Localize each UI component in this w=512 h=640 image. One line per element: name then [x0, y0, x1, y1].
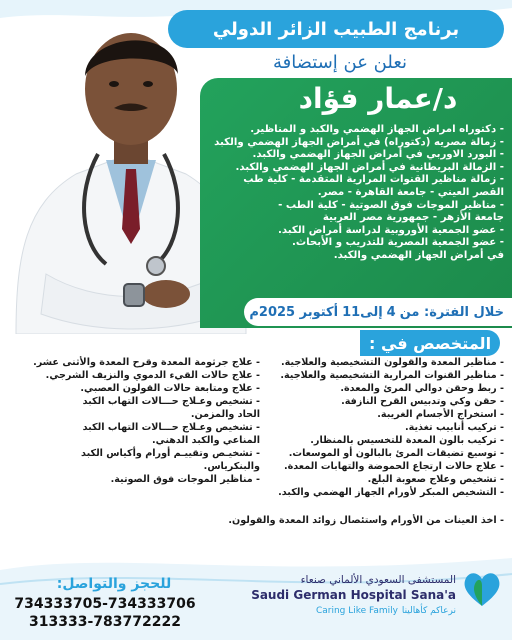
credential-item: - مناظير الموجات فوق الصوتية - كلية الطب -: [278, 199, 504, 211]
period-to: إلى11: [342, 304, 383, 320]
period-month-year: أكتوبر 2025م: [249, 304, 339, 320]
service-item: - تشخيص وعلاج صعوبة البلع.: [367, 474, 504, 485]
service-item: - مناظير الموجات فوق الصوتية.: [110, 474, 260, 485]
credentials-list: [200, 124, 504, 263]
service-item: - علاج حالات ارتجاع الحموضة والتهابات المعدة.: [283, 461, 504, 472]
program-title: برنامج الطبيب الزائر الدولي: [212, 18, 460, 40]
service-item: - علاج حالات القيء الدموي والنزيف الشرجي.: [45, 370, 260, 381]
service-item: - ربط وحقن دوالي المرئ والمعدة.: [340, 383, 504, 394]
service-item: - توسيع تضيقات المرئ بالبالون أو الموسعات.: [288, 448, 504, 459]
service-item: - حقن وكي وتدبيس القرح النازفة.: [341, 396, 504, 407]
service-item: - تركيب بالون المعدة للتخسيس بالمنظار.: [310, 435, 504, 446]
doctor-name: د/عمار فؤاد: [298, 82, 458, 115]
specialist-heading: المتخصص في :: [360, 330, 500, 356]
service-item: والبنكرياس.: [203, 461, 260, 472]
credential-item: القصر العيني - جامعة القاهرة - مصر.: [317, 186, 504, 198]
hospital-tagline-english: Caring Like Family: [315, 606, 398, 616]
phone-numbers-line-2: 313333-783772222: [29, 614, 181, 630]
credential-item: - زمالة مصريه (دكتوراه) في أمراض الجهاز الهضمي والكبد: [214, 136, 504, 148]
service-item: - تشخيص وعـلاج حـــالات التهاب الكبد: [82, 396, 260, 407]
service-item: - تشخيـص وتقييـم أورام وأكياس الكبد: [81, 448, 260, 459]
hospital-branding: [251, 558, 506, 628]
hospital-logo-icon: [460, 566, 504, 610]
service-item: - مناظير القنوات المرارية التشخيصية والعلاجية.: [280, 370, 504, 381]
hospital-name-english: Saudi German Hospital Sana'a: [251, 588, 456, 602]
service-item: - تشخيص وعـلاج حـــالات التهاب الكبد: [82, 422, 260, 433]
service-item: - علاج جرثومة المعدة وقرح المعدة والأثنى عشر.: [33, 357, 260, 368]
contact-title: للحجز والتواصل:: [56, 576, 172, 592]
service-item: - التشخيص المبكر لأورام الجهاز الهضمي والكبد.: [278, 487, 504, 498]
period-label: خلال الفترة: من: [399, 304, 504, 320]
visit-period-bar: [244, 298, 512, 326]
program-title-banner: [168, 10, 504, 48]
services-list-left: [6, 356, 260, 486]
credential-item: في أمراض الجهاز الهضمي والكبد.: [333, 249, 504, 261]
hospital-tagline-arabic: نرعاكم كأهالينا: [401, 606, 456, 616]
service-item: - اخذ العينات من الأورام واستئصال زوائد المعدة والقولون.: [228, 515, 504, 526]
credential-item: - عضو الجمعية الأوروبية لدراسة أمراض الكبد.: [278, 224, 504, 236]
service-item: - مناظير المعدة والقولون التشخيصية والعلاجية.: [280, 357, 504, 368]
announcement-text: نعلن عن إستضافة: [272, 52, 408, 73]
service-item: - علاج ومتابعة حالات القولون العصبي.: [80, 383, 260, 394]
credential-item: - الزمالة البريطانية في أمراض الجهاز الهضمي والكبد.: [235, 161, 504, 173]
credential-item: - البورد الاوربي في أمراض الجهاز الهضمي والكبد.: [252, 149, 504, 161]
credential-item: - عضو الجمعية المصرية للتدريب و الأبحاث.: [291, 237, 504, 249]
service-item: - استخراج الأجسام الغريبة.: [377, 409, 504, 420]
period-from: 4: [386, 304, 396, 320]
service-item: الحاد والمزمن.: [190, 409, 260, 420]
services-list-right: [240, 356, 504, 499]
services-list-wide: [4, 514, 504, 527]
service-item: - تركيب أنابيب تغذية.: [404, 422, 504, 433]
service-item: المناعي والكبد الدهني.: [151, 435, 260, 446]
phone-numbers-line-1: 734333705-734333706: [14, 596, 196, 612]
credential-item: - زمالة مناظير القنوات المرارية المتقدمة - كلية طب: [243, 174, 504, 186]
credential-item: - دكتوراه امراض الجهاز الهضمي والكبد و المناظير.: [250, 124, 504, 135]
hospital-name-arabic: المستشفى السعودي الألماني صنعاء: [300, 574, 456, 586]
credential-item: جامعة الأزهر - جمهورية مصر العربية: [322, 212, 504, 224]
